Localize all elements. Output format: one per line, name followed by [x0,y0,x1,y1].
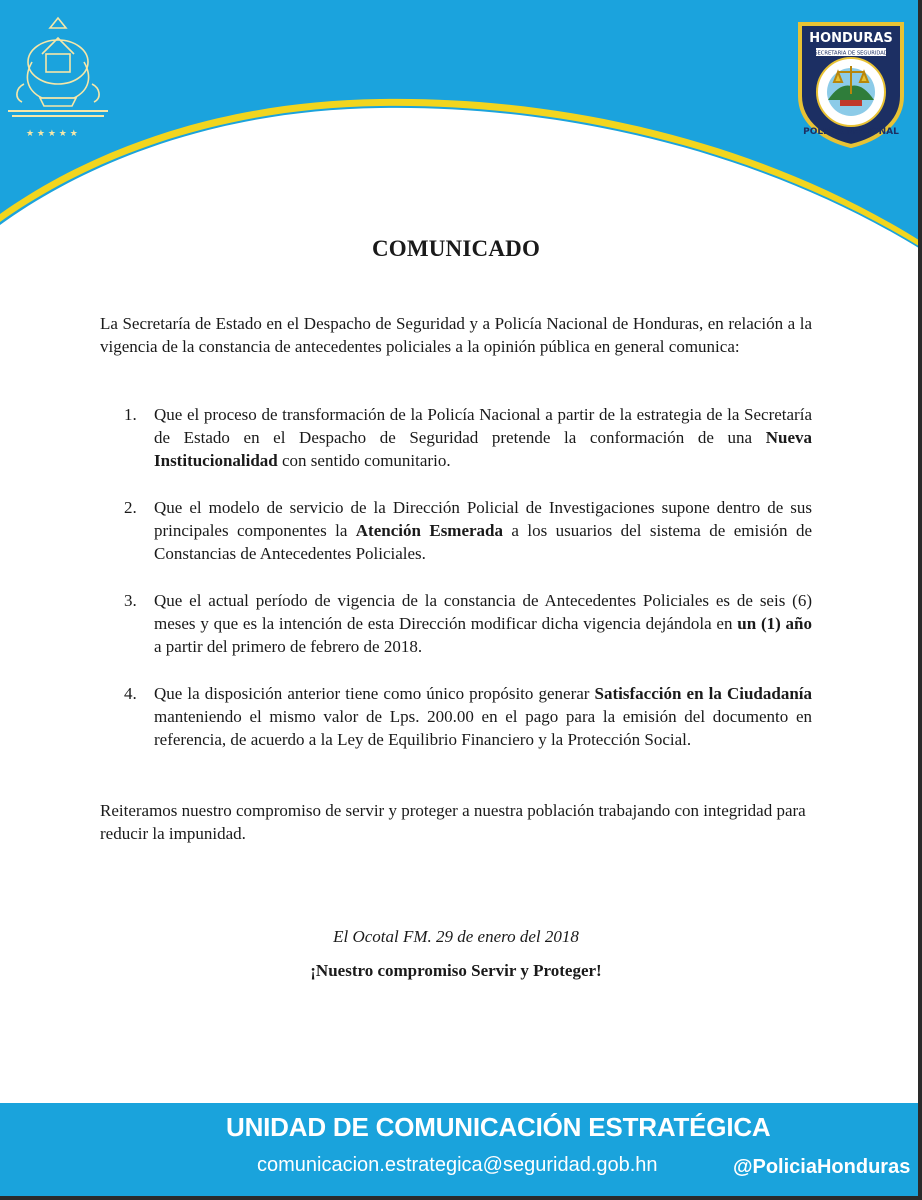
footer-social-handle[interactable]: @PoliciaHonduras [733,1156,911,1178]
badge-top-text: HONDURAS [809,31,893,46]
document-title: COMUNICADO [371,236,541,261]
list-item [100,589,812,658]
point-emphasis: Atención Esmerada [355,521,504,540]
point-text: Que el actual período de vigencia de la constancia de Antecedentes Policiales es de seis (6) meses y que es la intención de esta Dirección modificar dicha vigencia dejándola en [154,591,812,633]
point-text-end: manteniendo el mismo valor de Lps. 200.00 en el pago para la emisión del documento en referencia, de acuerdo a la Ley de Equilibrio Financiero y la Protección Social. [154,707,812,749]
badge-ring-text: POLICIA NACIONAL [803,127,899,137]
point-text-end: a los usuarios del sistema de emisión de Constancias de Antecedentes Policiales. [154,521,812,563]
honduras-coat-of-arms-icon [2,14,114,142]
point-number: 2. [124,498,137,517]
closing-paragraph: Reiteramos nuestro compromiso de servir y proteger a nuestra población trabajando con integridad para reducir la impunidad. [100,801,806,843]
list-item [100,682,812,751]
svg-text:★ ★ ★ ★ ★: ★ ★ ★ ★ ★ [26,129,78,139]
point-emphasis: Satisfacción en la Ciudadanía [594,684,812,703]
intro-paragraph: La Secretaría de Estado en el Despacho de Seguridad y a Policía Nacional de Honduras, en relación a la vigencia de la constancia de antecedentes policiales a la opinión pública en general comunica: [100,314,812,356]
point-number: 3. [124,591,137,610]
point-text-end: con sentido comunitario. [277,451,451,470]
footer-unit-name: UNIDAD DE COMUNICACIÓN ESTRATÉGICA [226,1112,771,1142]
place-date: El Ocotal FM. 29 de enero del 2018 [333,927,579,946]
motto: ¡Nuestro compromiso Servir y Proteger! [310,961,602,980]
badge-banner-text: SECRETARIA DE SEGURIDAD [814,50,888,57]
point-text-end: a partir del primero de febrero de 2018. [154,637,423,656]
point-number: 1. [124,405,137,424]
points-list [100,403,812,775]
point-text: Que la disposición anterior tiene como único propósito generar [154,684,595,703]
point-text: Que el proceso de transformación de la Policía Nacional a partir de la estrategia de la Secretaría de Estado en el Despacho de Seguridad pretende la conformación de una [154,405,812,447]
policia-nacional-badge-icon [792,14,910,148]
point-emphasis: un (1) año [737,614,813,633]
point-emphasis: Nueva Institucionalidad [154,428,812,470]
point-number: 4. [124,684,137,703]
list-item [100,496,812,565]
header-banner [0,0,922,260]
list-item [100,403,812,472]
footer-email-link[interactable]: comunicacion.estrategica@seguridad.gob.hn [257,1154,658,1176]
point-text: Que el modelo de servicio de la Dirección Policial de Investigaciones supone dentro de sus principales componentes la [154,498,812,540]
